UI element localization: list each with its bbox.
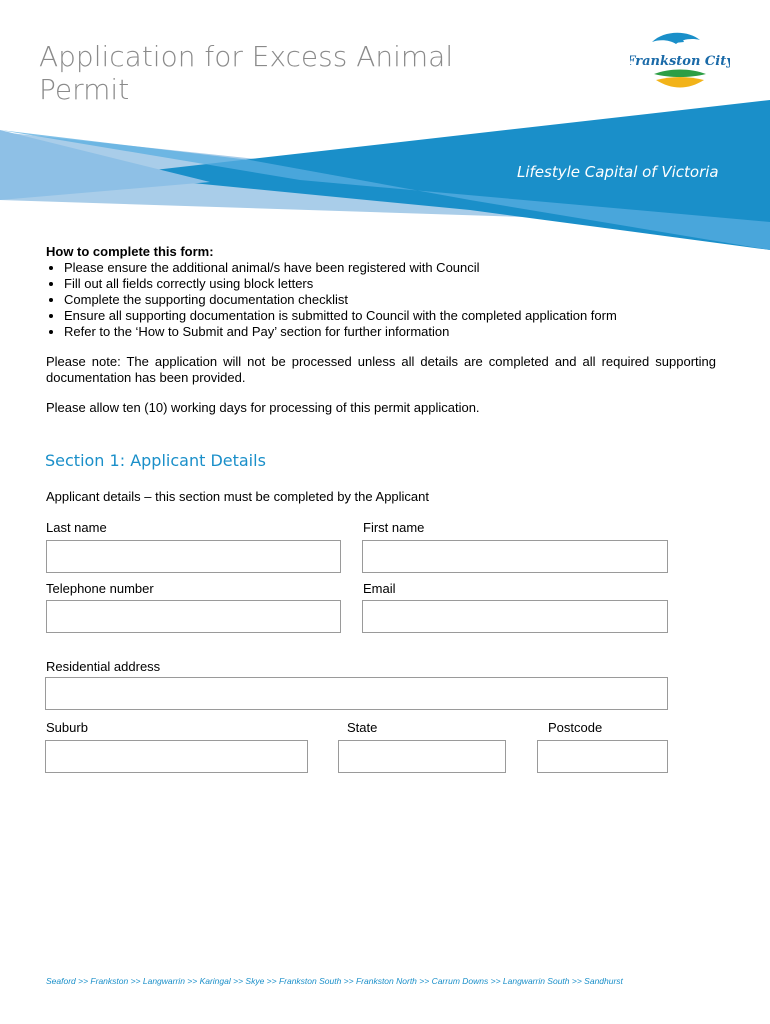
processing-time-note: Please allow ten (10) working days for processing of this permit application. [46,400,480,415]
postcode-field[interactable] [537,740,668,773]
processing-note: Please note: The application will not be processed unless all details are completed and all required supporting documentation has been provided. [46,354,716,385]
list-item: • Complete the supporting documentation checklist [64,292,716,308]
residential-address-label: Residential address [46,659,161,674]
last-name-field[interactable] [46,540,341,573]
state-field[interactable] [338,740,506,773]
footer-suburbs: Seaford >> Frankston >> Langwarrin >> Karingal >> Skye >> Frankston South >> Frankston North >> Carrum Downs >> Langwarrin South >> Sandhurst [46,976,623,986]
email-field[interactable] [362,600,668,633]
last-name-label: Last name [46,520,107,535]
suburb-field[interactable] [45,740,308,773]
frankston-city-logo [630,28,730,98]
telephone-label: Telephone number [46,581,154,596]
state-label: State [347,720,378,735]
tagline: Lifestyle Capital of Victoria [517,163,719,181]
telephone-field[interactable] [46,600,341,633]
section-1-intro: Applicant details – this section must be completed by the Applicant [46,489,429,504]
suburb-label: Suburb [46,720,88,735]
instructions-heading: How to complete this form: [46,244,214,259]
first-name-field[interactable] [362,540,668,573]
instructions [46,244,716,416]
list-item: • Fill out all fields correctly using block letters [64,276,716,292]
list-item: • Please ensure the additional animal/s have been registered with Council [64,260,716,276]
list-item: • Refer to the ‘How to Submit and Pay’ section for further information [64,324,716,340]
page-title: Application for Excess Animal Permit [39,40,454,106]
instructions-list [46,260,716,340]
first-name-label: First name [363,520,425,535]
list-item: • Ensure all supporting documentation is submitted to Council with the completed application form [64,308,716,324]
postcode-label: Postcode [548,720,603,735]
svg-text:Frankston City: Frankston City [630,54,730,69]
email-label: Email [363,581,396,596]
residential-address-field[interactable] [45,677,668,710]
section-1-title: Section 1: Applicant Details [45,451,266,470]
